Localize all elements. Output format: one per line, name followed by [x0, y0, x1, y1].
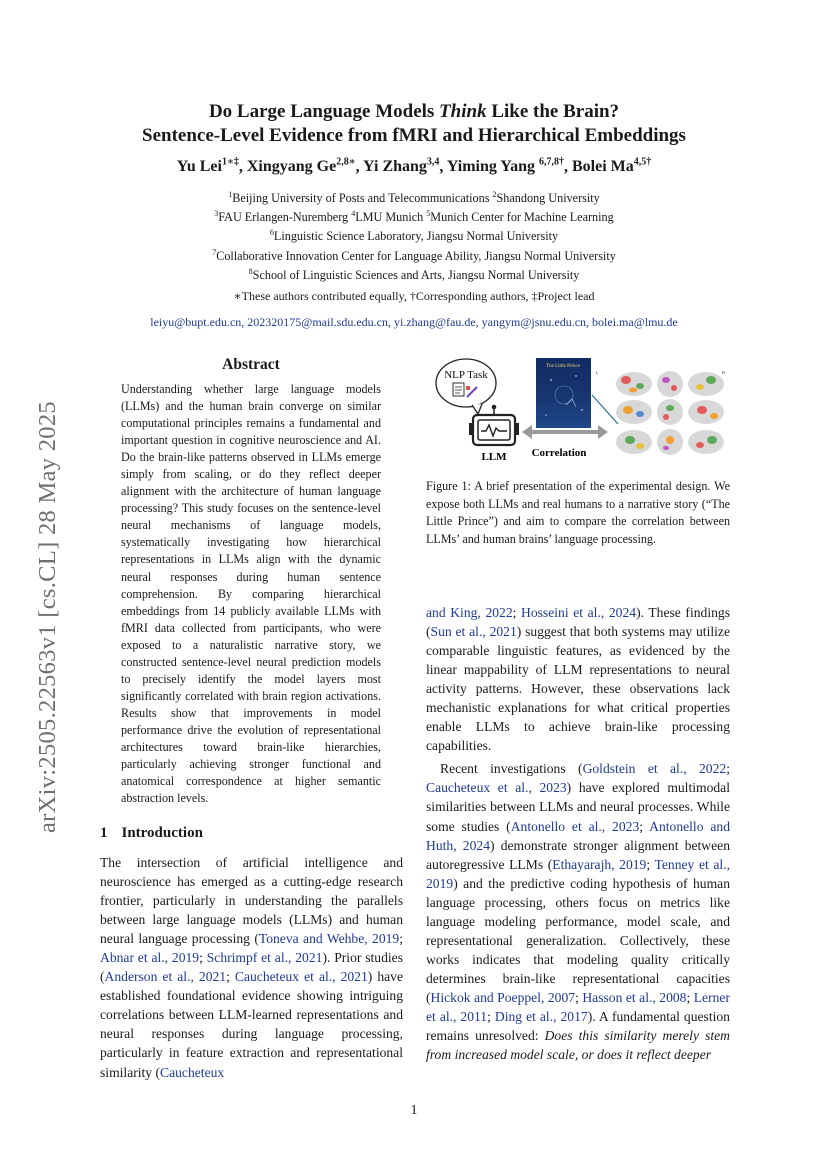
abstract-body: Understanding whether large language models (LLMs) and the human brain converge on similar computational principles remains a fundamental and important question in cognitive neuroscience and AI. Do the brain-like patterns observed in LLMs emerge simply from scaling, or do they reflect deeper alignment with the architecture of human language processing? This study focuses on the sentence-level neural mechanisms of language models, systematically investigating how hierarchical representations in LLMs align with the dynamic neural responses during human sentence comprehension. By comparing hierarchical embeddings from 14 publicly available LLMs with fMRI data collected from participants, who were exposed to a naturalistic narrative story, we constructed sentence-level neural prediction models to precisely identify the model layers most significantly correlated with brain region activations. Results show that improvements in model performance drive the evolution of representational architectures toward brain-like hierarchies, particularly achieving stronger functional and anatomical correspondence at higher semantic abstraction levels.: [121, 382, 381, 806]
citation-link[interactable]: and King, 2022: [426, 605, 513, 620]
author-list: Yu Lei$^{1∗\ddagger}$, Xingyang $Ge^{2,8∗}$, Yi Zhang$^{3,4}$, Yiming Yang $^{6,7,8\dagger}$, Bolei $Ma^{4,5\dagger}$: [176, 157, 652, 176]
author-notes: ∗These authors contributed equally, †Corresponding authors, ‡Project lead: [233, 289, 595, 303]
citation-link[interactable]: Tenney et al., 2019: [426, 856, 730, 891]
intro-left-column: [100, 853, 403, 1082]
citation-link[interactable]: Schrimpf et al., 2021: [206, 950, 323, 966]
citation-link[interactable]: Anderson et al., 2021: [104, 969, 227, 985]
affiliation-line-3: $^6$Linguistic Science Laboratory, Jiangsu Normal University: [269, 228, 559, 244]
figure-1-illustration: [426, 350, 730, 470]
affiliation-line-2: $^3$FAU Erlangen-Nuremberg $^4$LMU Munich $^5$Munich Center for Machine Learning: [214, 209, 614, 225]
affiliation-line-1: $^1$Beijing University of Posts and Telecommunications $^2$Shandong University: [228, 190, 600, 206]
abstract-heading: Abstract: [222, 356, 280, 373]
intro-paragraph-1-continued: and King, 2022; Hosseini et al., 2024). These findings (Sun et al., 2021) suggest that both systems may utilize comparable linguistic features, as evidenced by the linear mappability of LLM representations to neural activity patterns. However, these observations lack mechanistic explanations for what critical properties enable LLMs to achieve brain-like processing capabilities.: [426, 605, 730, 754]
citation-link[interactable]: Abnar et al., 2019: [100, 950, 200, 966]
affiliation-line-4: $^7$Collaborative Innovation Center for Language Ability, Jiangsu Normal University: [212, 248, 616, 264]
llm-robot-icon: [469, 405, 519, 463]
citation-link[interactable]: Hosseini et al., 2024: [521, 605, 637, 620]
author: Yi Zhang$^{3,4}$: [363, 157, 440, 176]
citation-link[interactable]: Caucheteux et al., 2021: [234, 969, 368, 985]
section-heading: [100, 825, 217, 842]
title-part: Like the Brain?: [486, 101, 620, 122]
citation-link[interactable]: Antonello and Huth, 2024: [426, 818, 730, 853]
author: Yiming Yang $^{6,7,8\dagger}$: [446, 157, 564, 176]
intro-paragraph-2: Recent investigations (Goldstein et al., 2022; Caucheteux et al., 2023) have explored multimodal similarities between LLMs and neural processes. While some studies (Antonello et al., 2023; Antonello and Huth, 2024) demonstrate stronger alignment between autoregressive LLMs (Ethayarajh, 2019; Tenney et al., 2019) and the predictive coding hypothesis of human language processing, others focus on metrics like language modeling performance, model scale, and representational generalization. Collectively, these works indicates that modeling quality critically determines brain-like representational capacities (Hickok and Poeppel, 2007; Hasson et al., 2008; Lerner et al., 2011; Ding et al., 2017). A fundamental question remains unresolved: Does this similarity merely stem from increased model scale, or does it reflect deeper: [426, 761, 730, 1063]
llm-label: LLM: [481, 451, 507, 463]
section-number: 1: [100, 825, 108, 841]
book-to-brain-arrow: [592, 395, 618, 424]
panel-right-label: R: [722, 370, 725, 375]
title-line-2: Sentence-Level Evidence from fMRI and Hierarchical Embeddings: [142, 125, 686, 146]
correlation-arrow: [522, 425, 608, 459]
panel-left-label: L: [596, 370, 599, 375]
little-prince-book-cover: [536, 358, 591, 428]
citation-link[interactable]: Sun et al., 2021: [430, 624, 517, 640]
figure-1: [426, 350, 730, 470]
page-number: 1: [410, 1103, 418, 1118]
citation-link[interactable]: Caucheteux: [160, 1064, 225, 1080]
emphasized-text: Does this similarity merely stem from increased model scale, or does it reflect deeper: [426, 1028, 730, 1063]
citation-link[interactable]: Goldstein et al., 2022: [582, 761, 727, 777]
citation-link[interactable]: Ethayarajh, 2019: [552, 856, 647, 872]
citation-link[interactable]: Caucheteux et al., 2023: [426, 780, 567, 796]
correlation-label: Correlation: [531, 447, 587, 459]
author: Bolei $Ma^{4,5\dagger}$: [571, 157, 652, 176]
citation-link[interactable]: Antonello et al., 2023: [510, 818, 640, 834]
title-line-1: [60, 100, 768, 124]
author: Yu Lei$^{1∗\ddagger}$: [176, 157, 239, 176]
affiliation-line-5: $^8$School of Linguistic Sciences and Arts, Jiangsu Normal University: [248, 267, 580, 283]
arxiv-identifier[interactable]: arXiv:2505.22563v1 [cs.CL] 28 May 2025: [34, 401, 61, 833]
paper-title: [60, 100, 768, 148]
author: Xingyang $Ge^{2,8∗}$: [246, 157, 356, 176]
intro-right-column: [426, 603, 730, 1064]
title-part: Do Large Language Models: [208, 101, 440, 122]
nlp-task-label: NLP Task: [444, 369, 488, 381]
author-emails[interactable]: leiyu@bupt.edu.cn, 202320175@mail.sdu.edu.cn, yi.zhang@fau.de, yangym@jsnu.edu.cn, bolei.ma@lmu.de: [150, 315, 678, 329]
citation-link[interactable]: Lerner et al., 2011: [426, 989, 730, 1024]
intro-paragraph-1: The intersection of artificial intelligence and neuroscience has emerged as a cutting-edge research frontier, particularly in understanding the parallels between large language models (LLMs) and human neural language processing (Toneva and Wehbe, 2019; Abnar et al., 2019; Schrimpf et al., 2021). Prior studies (Anderson et al., 2021; Caucheteux et al., 2021) have established foundational evidence showing intriguing correlations between LLM-learned representations and neural responses during language processing, particularly in feature extraction and representational similarity (Caucheteux: [100, 855, 404, 1080]
citation-link[interactable]: Toneva and Wehbe, 2019: [258, 931, 400, 947]
title-emphasis: Think: [439, 101, 487, 122]
citation-link[interactable]: Ding et al., 2017: [494, 1008, 588, 1024]
book-title: The Little Prince: [546, 364, 580, 369]
nlp-task-bubble: [436, 359, 496, 414]
citation-link[interactable]: Hickok and Poeppel, 2007: [430, 989, 576, 1005]
figure-1-caption: Figure 1: A brief presentation of the experimental design. We expose both LLMs and real humans to a narrative story (“The Little Prince”) and aim to compare the correlation between LLMs’ and human brains’ language processing.: [426, 479, 730, 546]
fmri-brain-maps: [596, 370, 725, 455]
section-title: Introduction: [121, 825, 203, 841]
citation-link[interactable]: Hasson et al., 2008: [582, 989, 687, 1005]
